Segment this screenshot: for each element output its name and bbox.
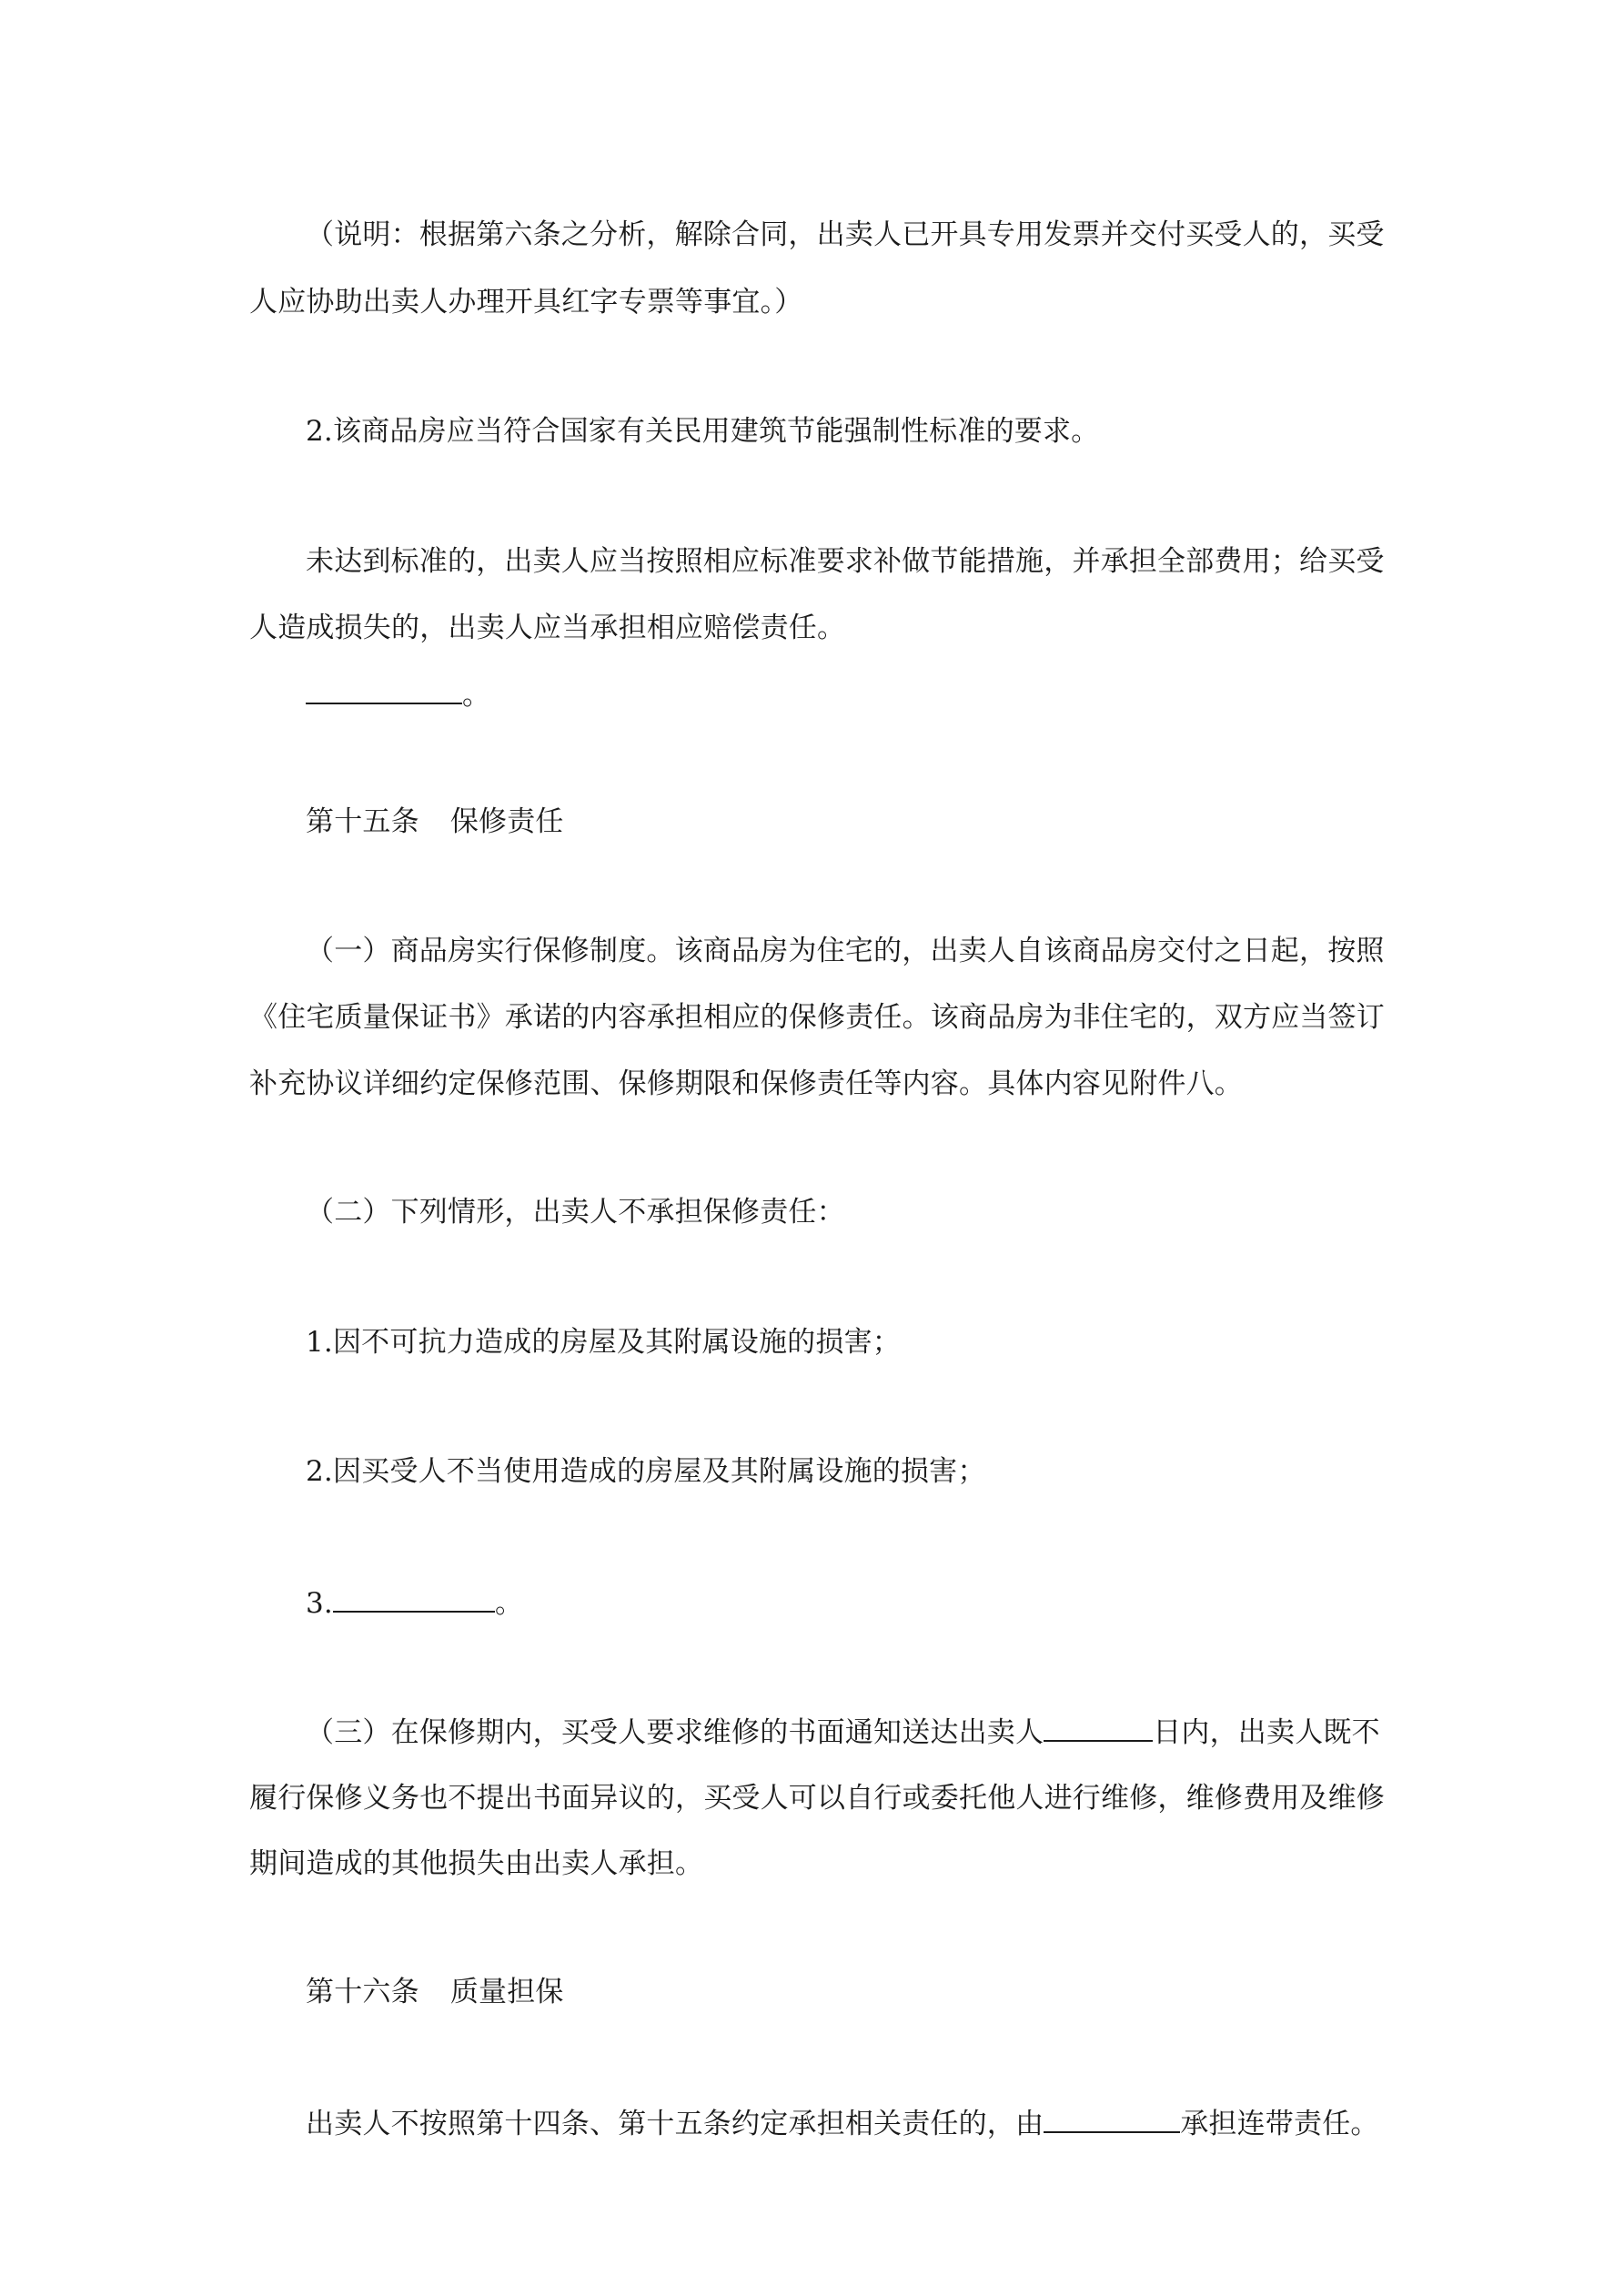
unmet-blank-line — [306, 675, 1392, 713]
article-16-p1 — [306, 2104, 1392, 2142]
case-3-prefix: 3. — [306, 1587, 333, 1620]
article-15-p3-line-3: 期间造成的其他损失由出卖人承担。 — [249, 1847, 704, 1880]
p3-line-1-prefix: （三）在保修期内，买受人要求维修的书面通知送达出卖人 — [306, 1716, 1044, 1749]
article-16-heading — [306, 1974, 1392, 2010]
article-15-p2: （二）下列情形，出卖人不承担保修责任： — [306, 1196, 845, 1229]
article-16-p1-prefix: 出卖人不按照第十四条、第十五条约定承担相关责任的，由 — [306, 2108, 1044, 2140]
case-2: 2.因买受人不当使用造成的房屋及其附属设施的损害； — [306, 1455, 986, 1488]
article-16-p1-suffix: 承担连带责任。 — [1180, 2108, 1379, 2140]
article-15-heading — [306, 804, 1392, 840]
article-16-title: 质量担保 — [449, 1976, 564, 2008]
unmet-line-2: 人造成损失的，出卖人应当承担相应赔偿责任。 — [249, 612, 846, 644]
article-15-p3-line-1 — [306, 1713, 1392, 1751]
fill-in-blank[interactable] — [333, 1583, 495, 1613]
case-1: 1.因不可抗力造成的房屋及其附属设施的损害； — [306, 1326, 901, 1359]
article-15-p1-line-2: 《住宅质量保证书》承诺的内容承担相应的保修责任。该商品房为非住宅的，双方应当签订 — [249, 1001, 1385, 1034]
article-16-number: 第十六条 — [306, 1976, 419, 2008]
article-15-p1-line-3: 补充协议详细约定保修范围、保修期限和保修责任等内容。具体内容见附件八。 — [249, 1067, 1243, 1100]
fill-in-blank[interactable] — [306, 675, 462, 704]
fill-in-blank-guarantor[interactable] — [1044, 2104, 1180, 2133]
blank-end-mark: 。 — [462, 679, 491, 712]
item-2-energy-standard: 2.该商品房应当符合国家有关民用建筑节能强制性标准的要求。 — [306, 415, 1100, 448]
unmet-line-1: 未达到标准的，出卖人应当按照相应标准要求补做节能措施，并承担全部费用；给买受 — [306, 545, 1385, 578]
article-15-p3-line-2: 履行保修义务也不提出书面异议的，买受人可以自行或委托他人进行维修，维修费用及维修 — [249, 1782, 1385, 1815]
case-3 — [306, 1583, 1392, 1622]
note-line-2: 人应协助出卖人办理开具红字专票等事宜。） — [249, 286, 803, 319]
case-3-suffix: 。 — [494, 1587, 524, 1620]
note-line-1: （说明：根据第六条之分析，解除合同，出卖人已开具专用发票并交付买受人的，买受 — [306, 218, 1385, 251]
article-15-p1-line-1: （一）商品房实行保修制度。该商品房为住宅的，出卖人自该商品房交付之日起，按照 — [306, 935, 1385, 967]
p3-line-1-suffix: 日内，出卖人既不 — [1153, 1716, 1380, 1749]
article-15-title: 保修责任 — [449, 805, 564, 838]
article-15-number: 第十五条 — [306, 805, 419, 838]
fill-in-blank-days[interactable] — [1044, 1713, 1153, 1742]
